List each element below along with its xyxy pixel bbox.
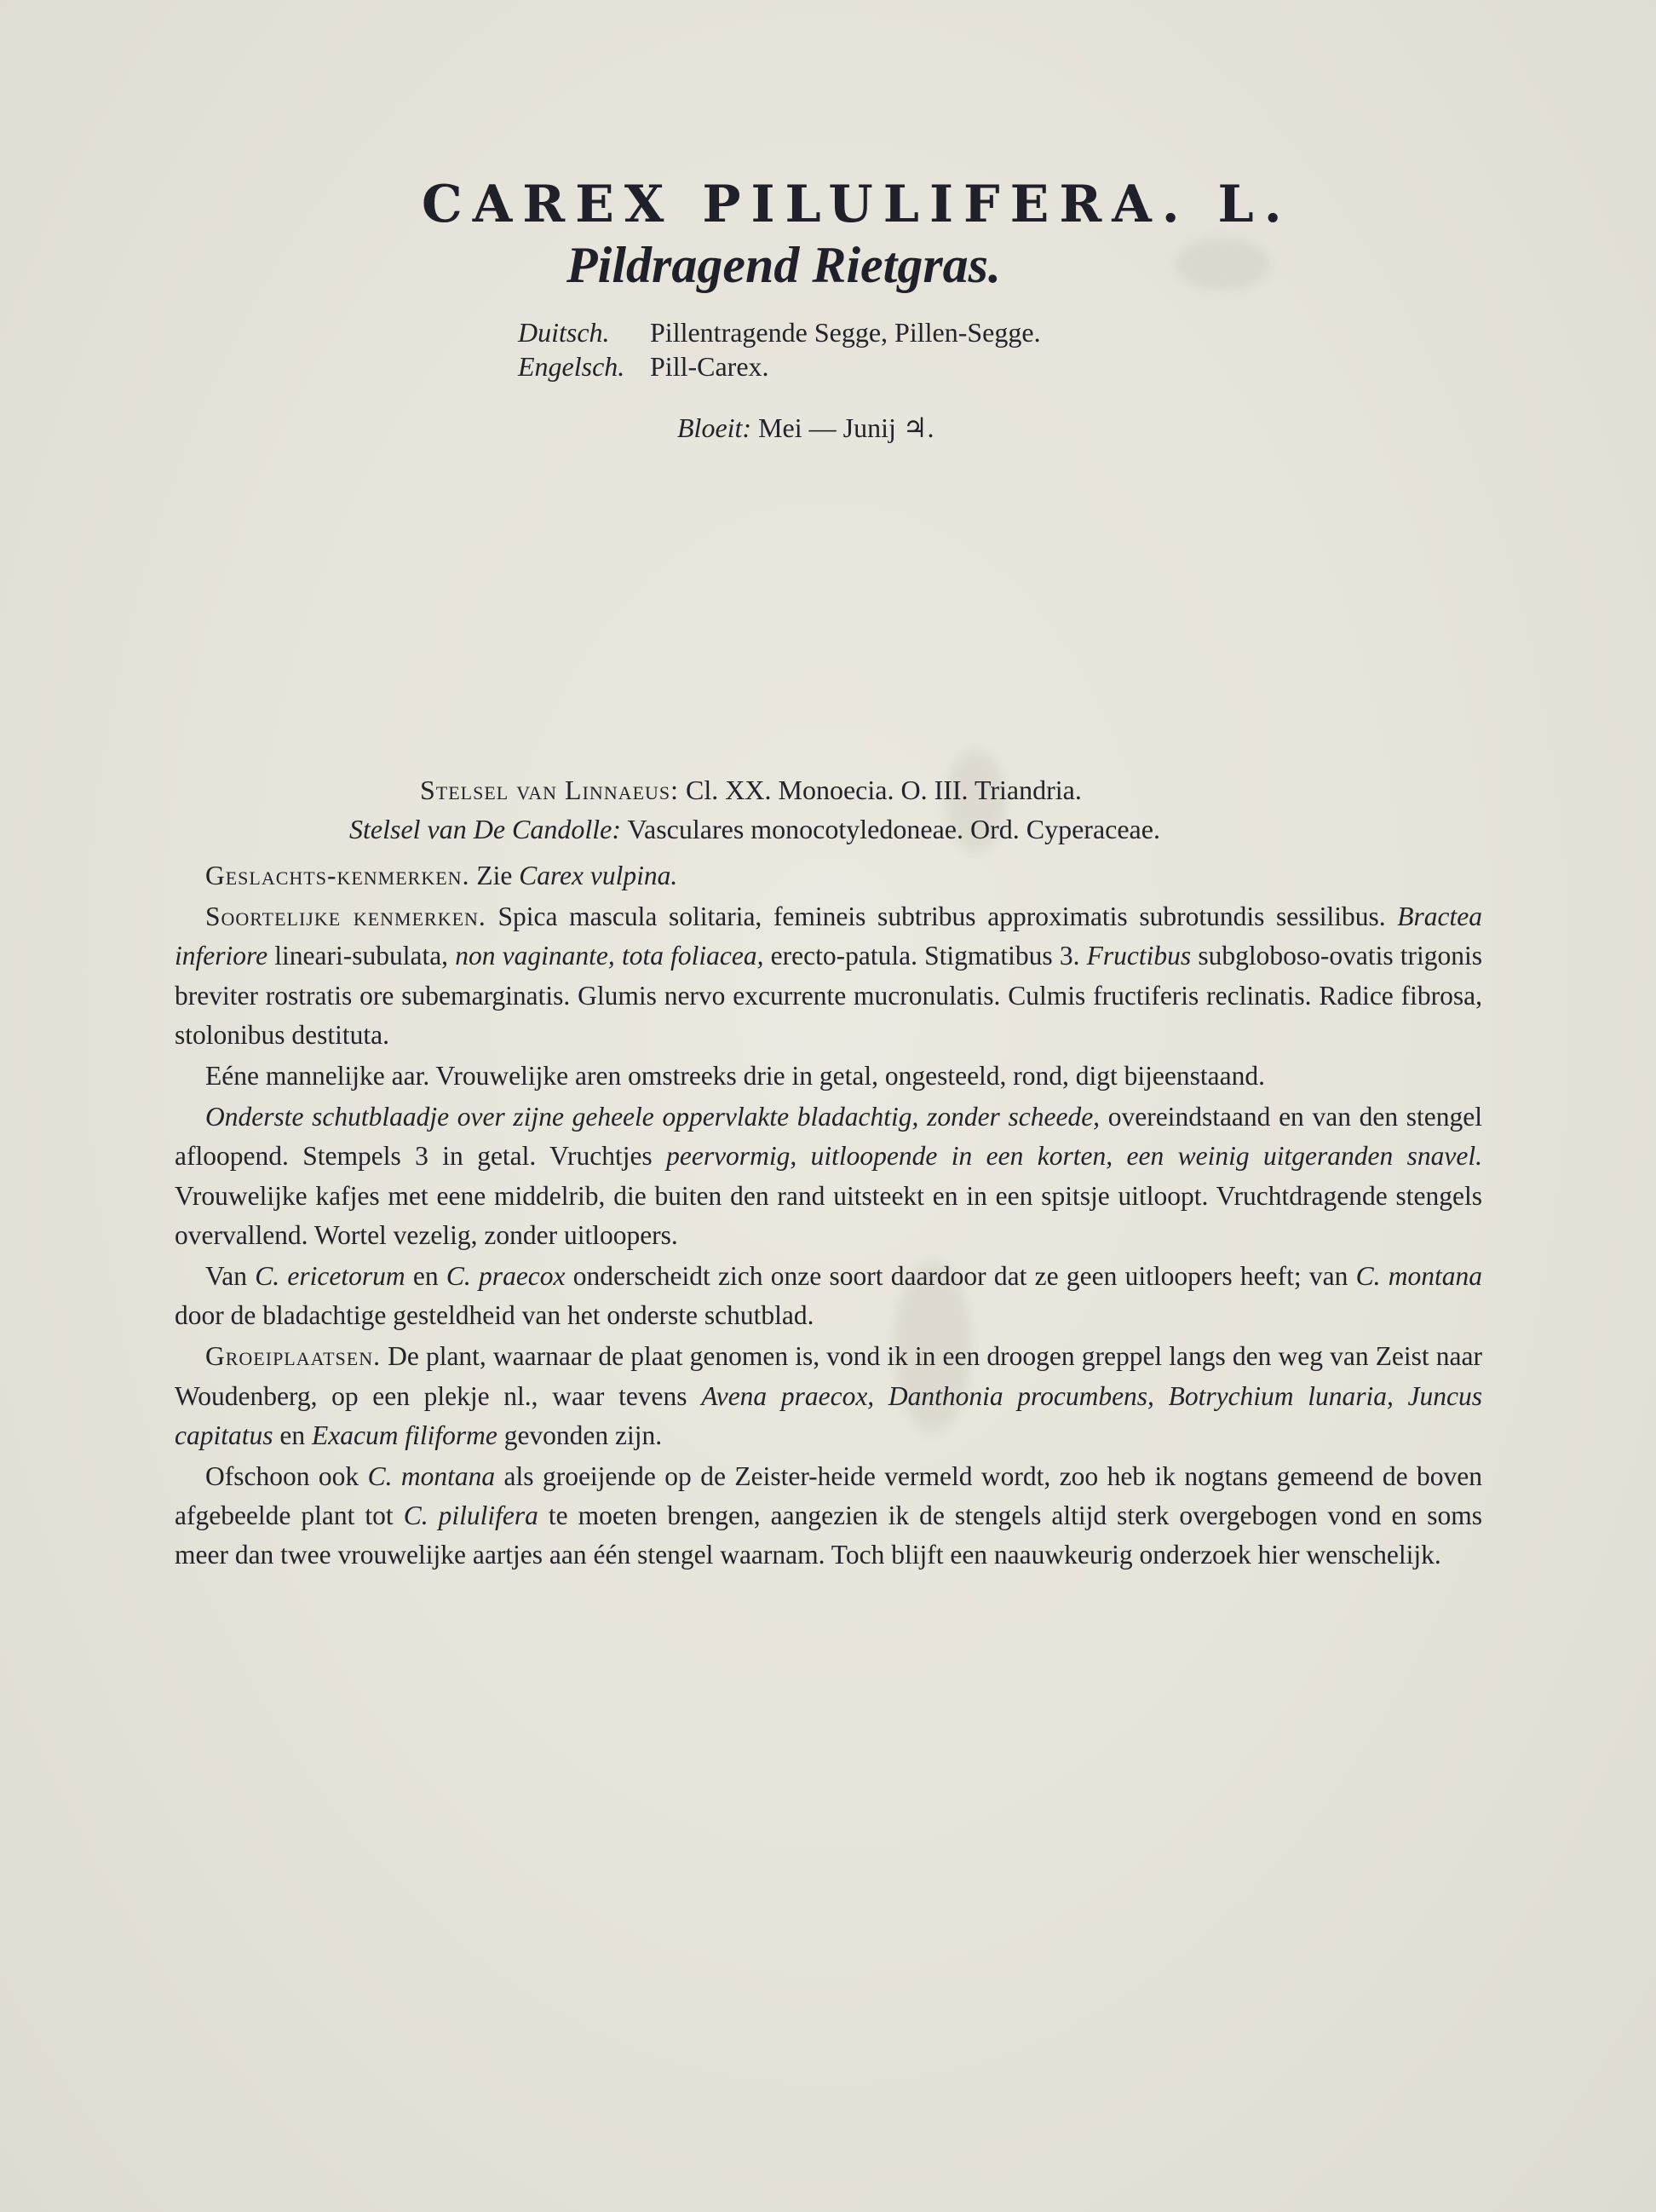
species-reference: Avena praecox, Danthonia procumbens, Botrychium lunaria, Juncus capitatus — [175, 1380, 1482, 1450]
dutch-name-title: Pildragend Rietgras. — [566, 237, 1002, 293]
paper-stain — [1176, 239, 1269, 290]
paragraph-text: Spica mascula solitaria, femineis subtribus approximatis subrotundis sessilibus. — [497, 902, 1386, 932]
paragraph-text: Zie — [476, 861, 513, 890]
linnaeus-system-line — [420, 770, 1082, 809]
remark-paragraph — [175, 1457, 1482, 1575]
paragraph-text: Van — [205, 1261, 247, 1292]
paragraph-text: door de bladachtige gesteldheid van het onderste schutblad. — [175, 1300, 814, 1331]
common-names — [518, 315, 1041, 383]
common-name-english — [518, 349, 1041, 383]
language-label: Engelsch. — [518, 351, 625, 382]
paragraph-text: gevonden zijn. — [503, 1420, 663, 1450]
paragraph-text: en — [412, 1261, 439, 1292]
latin-name-title: CAREX PILULIFERA. L. — [422, 175, 1292, 234]
paragraph-text: overeindstaand en van den stengel afloopend. Stempels 3 in getal. Vruchtjes — [175, 1102, 1483, 1172]
paragraph-text: lineari-subulata, — [274, 941, 449, 971]
paragraph-text: subgloboso-ovatis trigonis breviter rostratis ore subemarginatis. Glumis nervo excurrente mucronulatis. Culmis fructiferis reclinatis. Radice fibrosa, stolonibus destituta. — [175, 941, 1483, 1050]
bloom-period — [677, 412, 934, 444]
paragraph-text: te moeten brengen, aangezien ik de stengels altijd sterk overgebogen vond en soms meer dan twee vrouwelijke aartjes aan één stengel waarnam. Toch blijft een naauwkeurig onderzoek hier wenschelijk. — [175, 1501, 1483, 1570]
section-label: Soortelijke kenmerken. — [205, 902, 486, 932]
candolle-system-line — [349, 809, 1160, 849]
paragraph-text: en — [279, 1420, 306, 1450]
common-name-value: Pill-Carex. — [650, 351, 769, 382]
section-label: Geslachts-kenmerken. — [205, 861, 470, 890]
common-name-german — [518, 315, 1041, 349]
common-name-value: Pillentragende Segge, Pillen-Segge. — [650, 317, 1041, 348]
species-reference: C. ericetorum — [255, 1261, 405, 1292]
species-characters-paragraph — [175, 897, 1482, 1055]
language-label: Duitsch. — [518, 317, 610, 348]
species-reference: C. montana — [1355, 1261, 1482, 1292]
paragraph-text: Eéne mannelijke aar. Vrouwelijke aren omstreeks drie in getal, ongesteeld, rond, digt bijeenstaand. — [205, 1061, 1265, 1092]
species-reference: C. montana — [367, 1461, 496, 1492]
paragraph-italic: Onderste schutblaadje over zijne geheele oppervlakte bladachtig, zonder scheede, — [205, 1102, 1101, 1132]
paragraph-text: De plant, waarnaar de plaat genomen is, vond ik in een droogen greppel langs den weg van Zeist naar Woudenberg, op een plekje nl., waar tevens — [175, 1341, 1482, 1411]
paragraph-italic: Fructibus — [1086, 941, 1192, 971]
paragraph-text: onderscheidt zich onze soort daardoor dat ze geen uitloopers heeft; van — [572, 1261, 1348, 1292]
paragraph-italic: non vaginante, tota foliacea, — [455, 941, 764, 971]
species-reference: Carex vulpina. — [519, 861, 678, 890]
bract-paragraph — [175, 1097, 1482, 1255]
comparison-paragraph — [175, 1257, 1482, 1335]
linnaeus-value: Cl. XX. Monoecia. O. III. Triandria. — [686, 775, 1082, 805]
bloom-label: Bloeit: — [677, 412, 752, 443]
linnaeus-label: Stelsel van Linnaeus: — [420, 775, 680, 805]
paragraph-text: erecto-patula. Stigmatibus 3. — [770, 941, 1080, 971]
paragraph-text: als groeijende op de Zeister-heide vermeld wordt, zoo heb ik nogtans gemeend de boven afgebeelde plant tot — [175, 1461, 1483, 1531]
candolle-label: Stelsel van De Candolle: — [349, 814, 622, 844]
habitat-paragraph — [175, 1337, 1482, 1455]
species-reference: C. praecox — [446, 1261, 566, 1292]
section-label: Groeiplaatsen. — [205, 1341, 381, 1372]
paragraph-text: Ofschoon ook — [205, 1461, 359, 1492]
paragraph-italic: peervormig, uitloopende in een korten, een weinig uitgeranden snavel. — [666, 1141, 1482, 1172]
paragraph-italic: Bractea inferiore — [175, 902, 1483, 971]
genus-characters-paragraph — [175, 856, 1482, 896]
spikes-paragraph — [175, 1057, 1482, 1096]
candolle-value: Vasculares monocotyledoneae. Ord. Cyperaceae. — [627, 814, 1160, 844]
species-reference: Exacum filiforme — [311, 1420, 497, 1450]
description-text — [175, 856, 1482, 1577]
paragraph-text: Vrouwelijke kafjes met eene middelrib, die buiten den rand uitsteekt en in een spitsje uitloopt. Vruchtdragende stengels overvallend. Wortel vezelig, zonder uitloopers. — [175, 1180, 1482, 1250]
bloom-value: Mei — Junij ♃. — [758, 412, 934, 443]
species-reference: C. pilulifera — [403, 1501, 538, 1531]
